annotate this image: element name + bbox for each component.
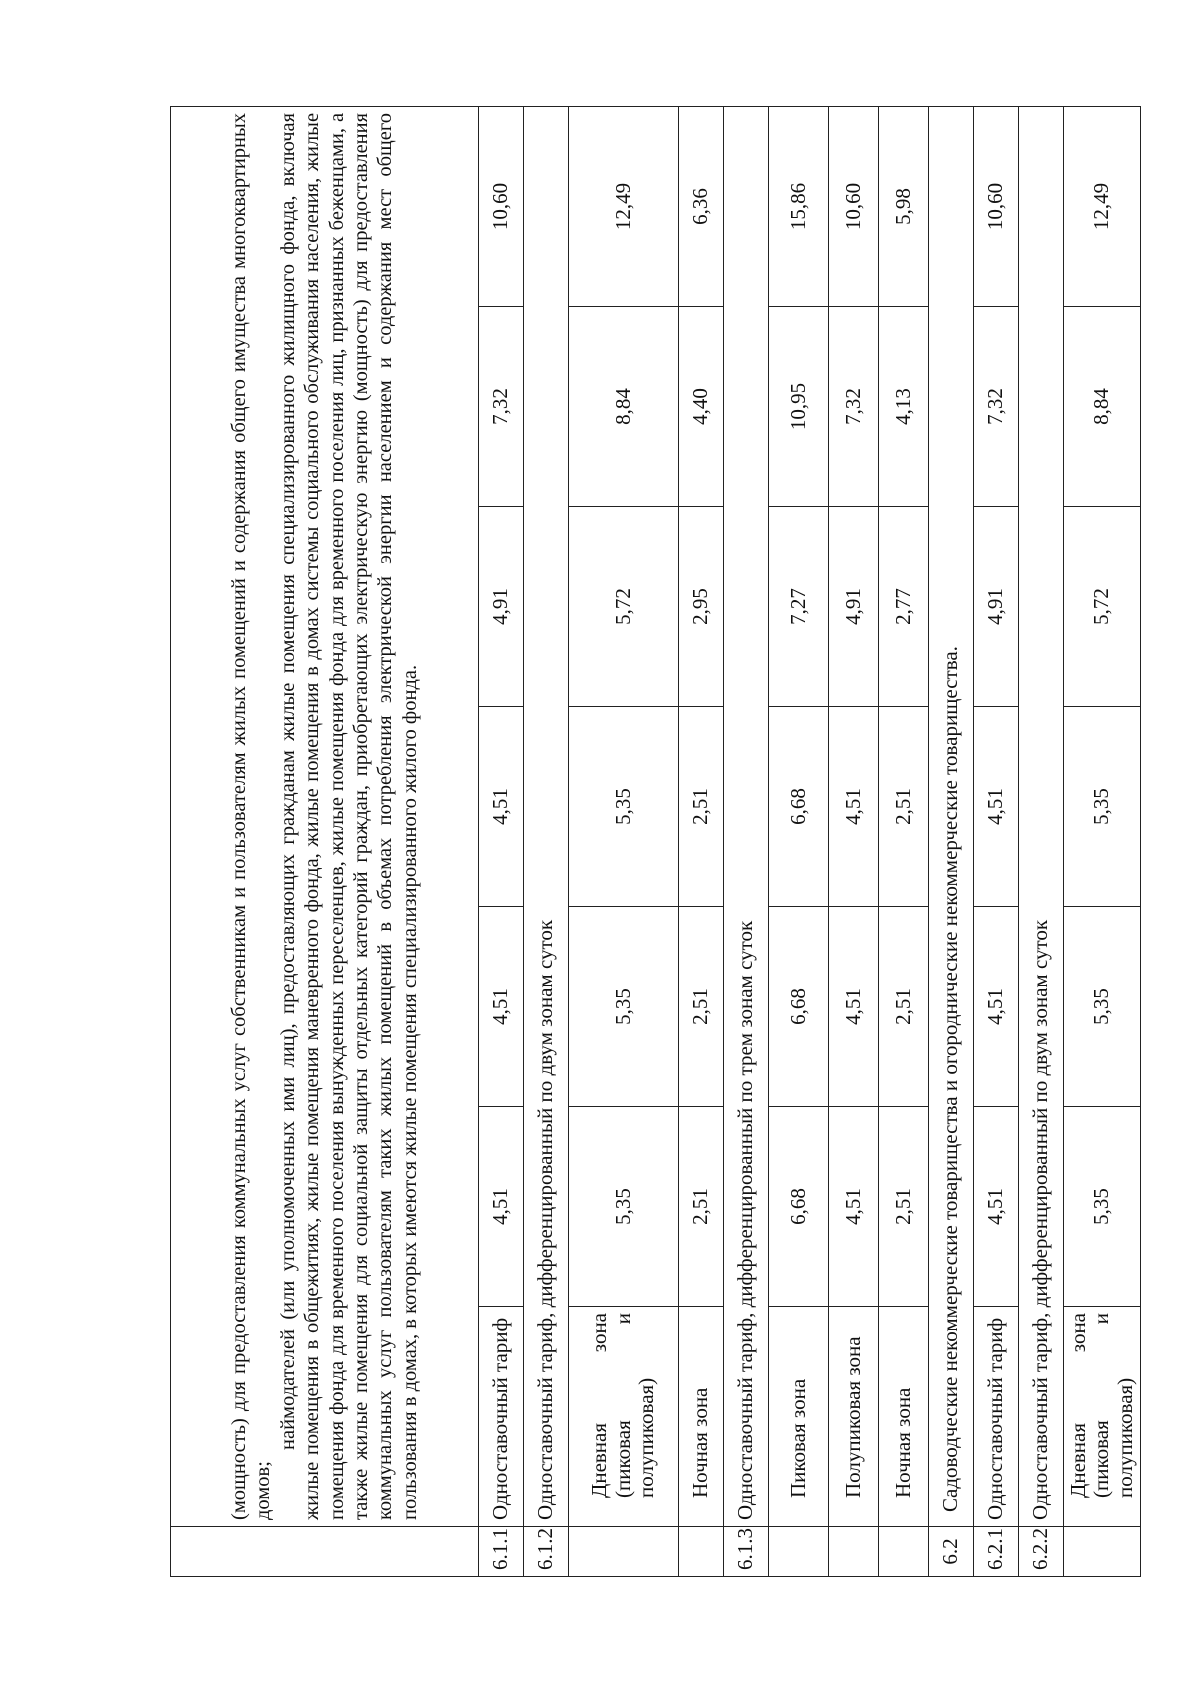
- description-paragraph-2: наймодателей (или уполномоченных ими лиц), предоставляющих гражданам жилые помещения специализированного жилищного фонда, включая жилые помещения в общежитиях, жилые помещения маневренного фонда, жилые помещения в домах системы социального обслуживания населения, жилые помещения фонда для временного поселения вынужденных переселенцев, жилые помещения фонда для временного поселения лиц, признанных беженцами, а также жилые помещения для социальной защиты отдельных категорий граждан, приобретающих электрическую энергию (мощность) для предоставления коммунальных услуг пользователям таких жилых помещений в объемах потребления электрической энергии населением и содержания мест общего пользования в домах, в которых имеются жилые помещения специализированного жилого фонда.: [276, 112, 421, 1520]
- tariff-name: [1064, 1307, 1141, 1527]
- table-row: [974, 106, 1019, 1576]
- tariff-value: 2,51: [679, 907, 724, 1107]
- description-row: [171, 106, 479, 1576]
- tariff-value: 2,51: [879, 1107, 929, 1307]
- tariff-value: 7,32: [974, 307, 1019, 507]
- tariff-value: 4,91: [829, 507, 879, 707]
- tariff-value: 4,51: [479, 707, 524, 907]
- tariff-name-line1: Дневная зона (пиковая и: [1065, 1313, 1114, 1498]
- row-number: 6.1.3: [724, 1527, 769, 1577]
- tariff-value: 4,40: [679, 307, 724, 507]
- tariff-value: 4,51: [479, 907, 524, 1107]
- tariff-value: 4,51: [974, 1107, 1019, 1307]
- table-row: [724, 106, 769, 1576]
- tariff-value: 2,51: [879, 907, 929, 1107]
- table-row: [1064, 106, 1141, 1576]
- tariff-name: Полупиковая зона: [829, 1307, 879, 1527]
- tariff-value: 4,51: [829, 1107, 879, 1307]
- tariff-value: 5,35: [1064, 1107, 1141, 1307]
- section-header: Одноставочный тариф, дифференцированный по двум зонам суток: [1019, 106, 1064, 1526]
- row-number: [829, 1527, 879, 1577]
- tariff-name-line1: Дневная зона (пиковая и: [587, 1313, 635, 1498]
- tariff-value: 2,51: [879, 707, 929, 907]
- tariff-value: 4,91: [479, 507, 524, 707]
- tariff-value: 4,51: [829, 707, 879, 907]
- tariff-value: 5,35: [569, 907, 679, 1107]
- tariff-value: 6,68: [769, 1107, 829, 1307]
- tariff-table: [170, 106, 1141, 1577]
- row-number-cell: [171, 1527, 479, 1577]
- tariff-name: Ночная зона: [879, 1307, 929, 1527]
- table-row: [569, 106, 679, 1576]
- tariff-value: 10,60: [829, 106, 879, 306]
- tariff-value: 10,95: [769, 307, 829, 507]
- tariff-value: 10,60: [479, 106, 524, 306]
- tariff-value: 5,72: [1064, 507, 1141, 707]
- tariff-value: 7,27: [769, 507, 829, 707]
- table-row: [829, 106, 879, 1576]
- tariff-name: Одноставочный тариф: [479, 1307, 524, 1527]
- section-header: Одноставочный тариф, дифференцированный по трем зонам суток: [724, 106, 769, 1526]
- tariff-value: 8,84: [569, 307, 679, 507]
- row-number: 6.2.1: [974, 1527, 1019, 1577]
- tariff-name: Ночная зона: [679, 1307, 724, 1527]
- tariff-value: 8,84: [1064, 307, 1141, 507]
- tariff-value: 7,32: [479, 307, 524, 507]
- table-row: [479, 106, 524, 1576]
- description-cell: [171, 106, 479, 1526]
- tariff-value: 6,68: [769, 707, 829, 907]
- tariff-name: [569, 1307, 679, 1527]
- tariff-name: Одноставочный тариф: [974, 1307, 1019, 1527]
- tariff-value: 4,91: [974, 507, 1019, 707]
- section-header: Одноставочный тариф, дифференцированный по двум зонам суток: [524, 106, 569, 1526]
- tariff-name-line2: полупиковая): [634, 1377, 659, 1498]
- tariff-value: 5,35: [1064, 907, 1141, 1107]
- tariff-value: 4,51: [974, 907, 1019, 1107]
- tariff-value: 6,36: [679, 106, 724, 306]
- row-number: 6.1.2: [524, 1527, 569, 1577]
- tariff-value: 2,77: [879, 507, 929, 707]
- tariff-value: 15,86: [769, 106, 829, 306]
- tariff-value: 5,72: [569, 507, 679, 707]
- tariff-value: 2,95: [679, 507, 724, 707]
- tariff-value: 10,60: [974, 106, 1019, 306]
- tariff-value: 6,68: [769, 907, 829, 1107]
- table-row: [879, 106, 929, 1576]
- tariff-value: 4,51: [829, 907, 879, 1107]
- tariff-value: 4,51: [479, 1107, 524, 1307]
- table-row: [769, 106, 829, 1576]
- row-number: [879, 1527, 929, 1577]
- table-row: [524, 106, 569, 1576]
- tariff-name: Пиковая зона: [769, 1307, 829, 1527]
- tariff-value: 7,32: [829, 307, 879, 507]
- table-row: [679, 106, 724, 1576]
- tariff-value: 5,35: [569, 707, 679, 907]
- tariff-value: 2,51: [679, 707, 724, 907]
- tariff-value: 2,51: [679, 1107, 724, 1307]
- tariff-value: 12,49: [569, 106, 679, 306]
- row-number: 6.1.1: [479, 1527, 524, 1577]
- tariff-value: 5,98: [879, 106, 929, 306]
- tariff-value: 4,51: [974, 707, 1019, 907]
- description-paragraph-1: (мощность) для предоставления коммунальных услуг собственникам и пользователям жилых помещений и содержания общего имущества многоквартирных домов;: [227, 112, 275, 1520]
- tariff-name-line2: полупиковая): [1112, 1377, 1137, 1498]
- tariff-value: 4,13: [879, 307, 929, 507]
- row-number: [769, 1527, 829, 1577]
- row-number: 6.2: [929, 1527, 974, 1577]
- tariff-value: 12,49: [1064, 106, 1141, 306]
- rotated-page: [170, 107, 1137, 1577]
- tariff-value: 5,35: [569, 1107, 679, 1307]
- row-number: [1064, 1527, 1141, 1577]
- table-row: [929, 106, 974, 1576]
- row-number: [569, 1527, 679, 1577]
- row-number: [679, 1527, 724, 1577]
- table-row: [1019, 106, 1064, 1576]
- section-header: Садоводческие некоммерческие товарищества и огороднические некоммерческие товарищества.: [929, 106, 974, 1526]
- tariff-value: 5,35: [1064, 707, 1141, 907]
- row-number: 6.2.2: [1019, 1527, 1064, 1577]
